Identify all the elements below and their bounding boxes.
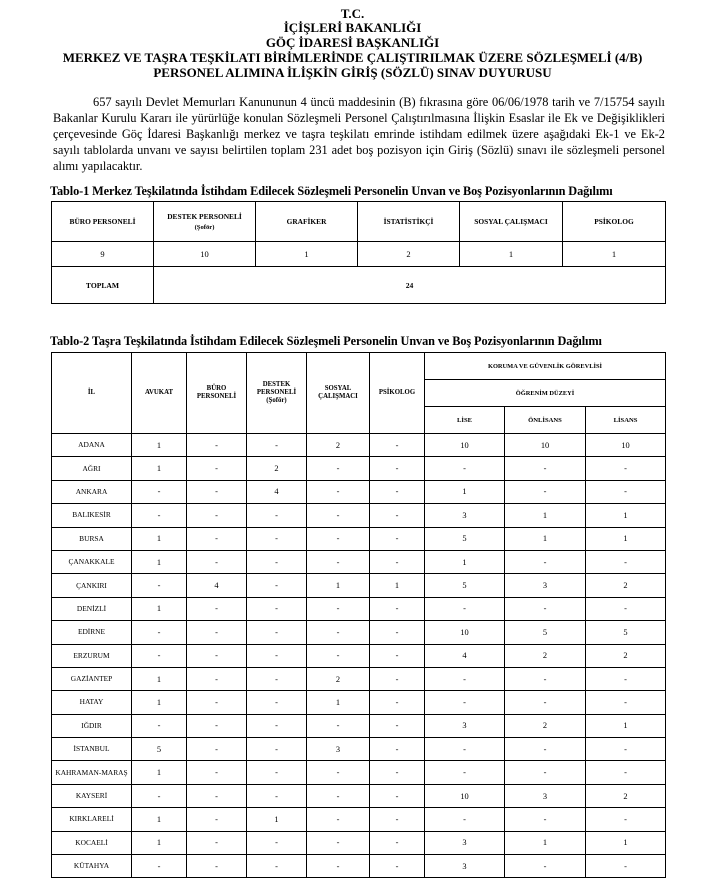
row-il: ÇANAKKALE <box>52 550 132 573</box>
cell-lise: - <box>425 738 505 761</box>
table-row <box>52 855 666 878</box>
header-tc: T.C. <box>340 6 365 21</box>
row-il: KIRKLARELİ <box>52 808 132 831</box>
t1-header-psikolog: PSİKOLOG <box>563 202 666 242</box>
cell-psikolog: - <box>370 714 425 737</box>
cell-avukat: - <box>132 855 187 878</box>
cell-avukat: 1 <box>132 550 187 573</box>
cell-onlisans: - <box>505 597 586 620</box>
cell-lise: - <box>425 597 505 620</box>
table1 <box>51 201 666 304</box>
cell-avukat: 1 <box>132 761 187 784</box>
cell-buro: - <box>187 761 247 784</box>
t1-header-destek-sub: (Şoför) <box>194 224 215 231</box>
t1-header-sosyal: SOSYAL ÇALIŞMACI <box>460 202 563 242</box>
cell-psikolog: - <box>370 550 425 573</box>
cell-onlisans: 2 <box>505 644 586 667</box>
cell-onlisans: - <box>505 761 586 784</box>
cell-psikolog: - <box>370 457 425 480</box>
cell-onlisans: 1 <box>505 527 586 550</box>
cell-buro: - <box>187 691 247 714</box>
cell-lise: 1 <box>425 550 505 573</box>
cell-lise: - <box>425 761 505 784</box>
cell-buro: - <box>187 855 247 878</box>
cell-sosyal: - <box>307 621 370 644</box>
cell-destek: - <box>247 644 307 667</box>
cell-lise: 1 <box>425 480 505 503</box>
cell-onlisans: - <box>505 457 586 480</box>
t2-body <box>52 434 666 878</box>
cell-lise: 3 <box>425 714 505 737</box>
table2 <box>51 352 666 878</box>
table-row <box>52 621 666 644</box>
t1-header-buro: BÜRO PERSONELİ <box>52 202 154 242</box>
row-il: BURSA <box>52 527 132 550</box>
t1-value-istatistikci: 2 <box>358 242 460 267</box>
cell-destek: - <box>247 691 307 714</box>
t1-header-destek <box>154 202 256 242</box>
cell-buro: 4 <box>187 574 247 597</box>
cell-lisans: - <box>586 667 666 690</box>
cell-avukat: 1 <box>132 457 187 480</box>
cell-lisans: 2 <box>586 644 666 667</box>
cell-lise: 4 <box>425 644 505 667</box>
cell-lisans: 2 <box>586 574 666 597</box>
table-row <box>52 644 666 667</box>
cell-psikolog: - <box>370 597 425 620</box>
cell-psikolog: - <box>370 621 425 644</box>
cell-onlisans: 2 <box>505 714 586 737</box>
row-il: KÜTAHYA <box>52 855 132 878</box>
t1-header-grafiker: GRAFİKER <box>256 202 358 242</box>
cell-psikolog: - <box>370 808 425 831</box>
cell-lise: 3 <box>425 504 505 527</box>
cell-sosyal: - <box>307 714 370 737</box>
table-row <box>52 597 666 620</box>
cell-onlisans: - <box>505 550 586 573</box>
t2-header-psikolog: PSİKOLOG <box>370 353 425 434</box>
cell-sosyal: - <box>307 831 370 854</box>
table-row <box>52 574 666 597</box>
cell-lisans: 1 <box>586 831 666 854</box>
cell-lisans: - <box>586 808 666 831</box>
cell-destek: - <box>247 621 307 644</box>
cell-psikolog: - <box>370 527 425 550</box>
cell-destek: - <box>247 784 307 807</box>
table-row <box>52 667 666 690</box>
cell-lise: - <box>425 667 505 690</box>
cell-destek: - <box>247 597 307 620</box>
cell-destek: - <box>247 714 307 737</box>
cell-psikolog: - <box>370 855 425 878</box>
cell-destek: - <box>247 667 307 690</box>
cell-avukat: - <box>132 504 187 527</box>
cell-lisans: - <box>586 457 666 480</box>
cell-lise: 3 <box>425 855 505 878</box>
cell-sosyal: - <box>307 784 370 807</box>
cell-sosyal: 2 <box>307 434 370 457</box>
cell-psikolog: - <box>370 480 425 503</box>
t2-header-koruma: KORUMA VE GÜVENLİK GÖREVLİSİ <box>425 353 666 380</box>
t2-header-lise: LİSE <box>425 407 505 434</box>
cell-lisans: 1 <box>586 504 666 527</box>
table-row <box>52 434 666 457</box>
cell-sosyal: - <box>307 457 370 480</box>
cell-sosyal: 3 <box>307 738 370 761</box>
row-il: BALIKESİR <box>52 504 132 527</box>
cell-sosyal: - <box>307 597 370 620</box>
cell-lise: 10 <box>425 784 505 807</box>
cell-psikolog: - <box>370 667 425 690</box>
cell-buro: - <box>187 738 247 761</box>
row-il: KAHRAMAN-MARAŞ <box>52 761 132 784</box>
cell-lisans: - <box>586 597 666 620</box>
t2-header-ogrenim: ÖĞRENİM DÜZEYİ <box>425 380 666 407</box>
cell-sosyal: - <box>307 808 370 831</box>
cell-lisans: - <box>586 550 666 573</box>
t2-header-buro-line2: PERSONELİ <box>196 393 237 400</box>
cell-destek: - <box>247 527 307 550</box>
cell-buro: - <box>187 550 247 573</box>
cell-lise: 10 <box>425 621 505 644</box>
cell-buro: - <box>187 714 247 737</box>
cell-psikolog: - <box>370 761 425 784</box>
cell-sosyal: 2 <box>307 667 370 690</box>
cell-sosyal: - <box>307 644 370 667</box>
cell-destek: 1 <box>247 808 307 831</box>
cell-onlisans: 1 <box>505 831 586 854</box>
table-row <box>52 738 666 761</box>
table-row <box>52 527 666 550</box>
t2-header-sosyal <box>307 353 370 434</box>
cell-psikolog: 1 <box>370 574 425 597</box>
cell-lisans: - <box>586 855 666 878</box>
cell-onlisans: - <box>505 738 586 761</box>
cell-buro: - <box>187 644 247 667</box>
cell-avukat: 1 <box>132 597 187 620</box>
t2-header-buro-line1: BÜRO <box>206 385 227 392</box>
cell-destek: - <box>247 504 307 527</box>
cell-lisans: - <box>586 738 666 761</box>
cell-lisans: 5 <box>586 621 666 644</box>
cell-avukat: - <box>132 714 187 737</box>
row-il: IĞDIR <box>52 714 132 737</box>
t1-header-destek-label: DESTEK PERSONELİ <box>167 212 242 221</box>
cell-lise: 5 <box>425 574 505 597</box>
t2-header-destek-line2: PERSONELİ <box>256 389 297 396</box>
cell-destek: - <box>247 574 307 597</box>
row-il: KAYSERİ <box>52 784 132 807</box>
t1-total-label: TOPLAM <box>52 267 154 304</box>
row-il: ERZURUM <box>52 644 132 667</box>
cell-buro: - <box>187 621 247 644</box>
cell-avukat: 1 <box>132 527 187 550</box>
cell-destek: - <box>247 761 307 784</box>
cell-onlisans: 1 <box>505 504 586 527</box>
cell-buro: - <box>187 667 247 690</box>
table-row <box>52 831 666 854</box>
cell-psikolog: - <box>370 691 425 714</box>
cell-psikolog: - <box>370 434 425 457</box>
cell-avukat: 1 <box>132 434 187 457</box>
cell-lise: 5 <box>425 527 505 550</box>
cell-lisans: 2 <box>586 784 666 807</box>
table-row <box>52 457 666 480</box>
t1-total-value: 24 <box>154 267 666 304</box>
cell-destek: 2 <box>247 457 307 480</box>
cell-psikolog: - <box>370 784 425 807</box>
cell-avukat: 1 <box>132 808 187 831</box>
t2-header-buro <box>187 353 247 434</box>
row-il: AĞRI <box>52 457 132 480</box>
t1-value-psikolog: 1 <box>563 242 666 267</box>
t2-header-destek <box>247 353 307 434</box>
cell-onlisans: - <box>505 808 586 831</box>
cell-lise: - <box>425 691 505 714</box>
intro-paragraph: 657 sayılı Devlet Memurları Kanununun 4 üncü maddesinin (B) fıkrasına göre 06/06/1978 tarih ve 7/15754 sayılı Bakanlar Kurulu Kararı ile yürürlüğe konulan Sözleşmeli Personel Çalıştırılmasına İlişkin Esaslar ile Ek ve Değişiklikleri çerçevesinde Göç İdaresi Başkanlığı merkez ve taşra teşkilatı emrinde istihdam edilmek üzere aşağıdaki Ek-1 ve Ek-2 sayılı tablolarda unvanı ve sayısı belirtilen toplam 231 adet boş pozisyon için Giriş (Sözlü) sınavı ile sözleşmeli personel alımı yapılacaktır. <box>53 95 665 173</box>
cell-buro: - <box>187 808 247 831</box>
cell-destek: 4 <box>247 480 307 503</box>
cell-psikolog: - <box>370 504 425 527</box>
cell-buro: - <box>187 784 247 807</box>
cell-psikolog: - <box>370 644 425 667</box>
table-row <box>52 504 666 527</box>
cell-sosyal: - <box>307 527 370 550</box>
t2-header-destek-line3: (Şoför) <box>266 397 287 404</box>
table-row <box>52 480 666 503</box>
cell-lisans: - <box>586 480 666 503</box>
row-il: HATAY <box>52 691 132 714</box>
cell-lise: 10 <box>425 434 505 457</box>
cell-avukat: - <box>132 644 187 667</box>
t2-header-sosyal-line2: ÇALIŞMACI <box>318 393 358 400</box>
cell-avukat: - <box>132 784 187 807</box>
cell-avukat: - <box>132 621 187 644</box>
row-il: EDİRNE <box>52 621 132 644</box>
t2-header-sosyal-line1: SOSYAL <box>324 385 352 392</box>
table-row <box>52 691 666 714</box>
cell-buro: - <box>187 434 247 457</box>
cell-buro: - <box>187 480 247 503</box>
header-ministry: İÇİŞLERİ BAKANLIĞI <box>283 20 422 35</box>
cell-avukat: - <box>132 480 187 503</box>
table2-caption: Tablo-2 Taşra Teşkilatında İstihdam Edilecek Sözleşmeli Personelin Unvan ve Boş Pozisyonlarının Dağılımı <box>50 334 602 348</box>
cell-buro: - <box>187 504 247 527</box>
t1-header-istatistikci: İSTATİSTİKÇİ <box>358 202 460 242</box>
cell-buro: - <box>187 831 247 854</box>
cell-buro: - <box>187 457 247 480</box>
header-title-line2: PERSONEL ALIMINA İLİŞKİN GİRİŞ (SÖZLÜ) SINAV DUYURUSU <box>153 65 552 80</box>
table-row <box>52 714 666 737</box>
t2-header-onlisans: ÖNLİSANS <box>505 407 586 434</box>
cell-sosyal: 1 <box>307 691 370 714</box>
cell-lisans: 10 <box>586 434 666 457</box>
cell-onlisans: - <box>505 667 586 690</box>
table-row <box>52 808 666 831</box>
table1-caption: Tablo-1 Merkez Teşkilatında İstihdam Edilecek Sözleşmeli Personelin Unvan ve Boş Pozisyonlarının Dağılımı <box>50 184 613 198</box>
cell-psikolog: - <box>370 738 425 761</box>
row-il: ANKARA <box>52 480 132 503</box>
cell-lisans: 1 <box>586 714 666 737</box>
cell-avukat: 1 <box>132 667 187 690</box>
row-il: DENİZLİ <box>52 597 132 620</box>
cell-sosyal: - <box>307 504 370 527</box>
cell-sosyal: - <box>307 550 370 573</box>
cell-onlisans: 5 <box>505 621 586 644</box>
row-il: ÇANKIRI <box>52 574 132 597</box>
t1-value-buro: 9 <box>52 242 154 267</box>
cell-avukat: 5 <box>132 738 187 761</box>
row-il: GAZİANTEP <box>52 667 132 690</box>
cell-lisans: - <box>586 691 666 714</box>
cell-buro: - <box>187 527 247 550</box>
cell-avukat: - <box>132 574 187 597</box>
t2-header-destek-line1: DESTEK <box>262 381 291 388</box>
t1-value-destek: 10 <box>154 242 256 267</box>
header-title-line1: MERKEZ VE TAŞRA TEŞKİLATI BİRİMLERİNDE ÇALIŞTIRILMAK ÜZERE SÖZLEŞMELİ (4/B) <box>62 50 643 65</box>
row-il: İSTANBUL <box>52 738 132 761</box>
cell-onlisans: - <box>505 691 586 714</box>
row-il: KOCAELİ <box>52 831 132 854</box>
cell-psikolog: - <box>370 831 425 854</box>
cell-sosyal: - <box>307 761 370 784</box>
cell-lisans: 1 <box>586 527 666 550</box>
table-row <box>52 784 666 807</box>
t1-value-sosyal: 1 <box>460 242 563 267</box>
row-il: ADANA <box>52 434 132 457</box>
cell-sosyal: 1 <box>307 574 370 597</box>
t1-value-grafiker: 1 <box>256 242 358 267</box>
cell-lise: 3 <box>425 831 505 854</box>
t2-header-il: İL <box>52 353 132 434</box>
cell-avukat: 1 <box>132 831 187 854</box>
header-directorate: GÖÇ İDARESİ BAŞKANLIĞI <box>265 35 440 50</box>
cell-destek: - <box>247 738 307 761</box>
cell-onlisans: - <box>505 480 586 503</box>
t2-header-lisans: LİSANS <box>586 407 666 434</box>
cell-destek: - <box>247 434 307 457</box>
cell-lisans: - <box>586 761 666 784</box>
cell-destek: - <box>247 855 307 878</box>
cell-lise: - <box>425 808 505 831</box>
cell-onlisans: 10 <box>505 434 586 457</box>
cell-avukat: 1 <box>132 691 187 714</box>
cell-onlisans: - <box>505 855 586 878</box>
cell-onlisans: 3 <box>505 784 586 807</box>
cell-destek: - <box>247 550 307 573</box>
cell-destek: - <box>247 831 307 854</box>
cell-lise: - <box>425 457 505 480</box>
t2-header-avukat: AVUKAT <box>132 353 187 434</box>
cell-buro: - <box>187 597 247 620</box>
cell-sosyal: - <box>307 480 370 503</box>
cell-onlisans: 3 <box>505 574 586 597</box>
table-row <box>52 550 666 573</box>
cell-sosyal: - <box>307 855 370 878</box>
table-row <box>52 761 666 784</box>
